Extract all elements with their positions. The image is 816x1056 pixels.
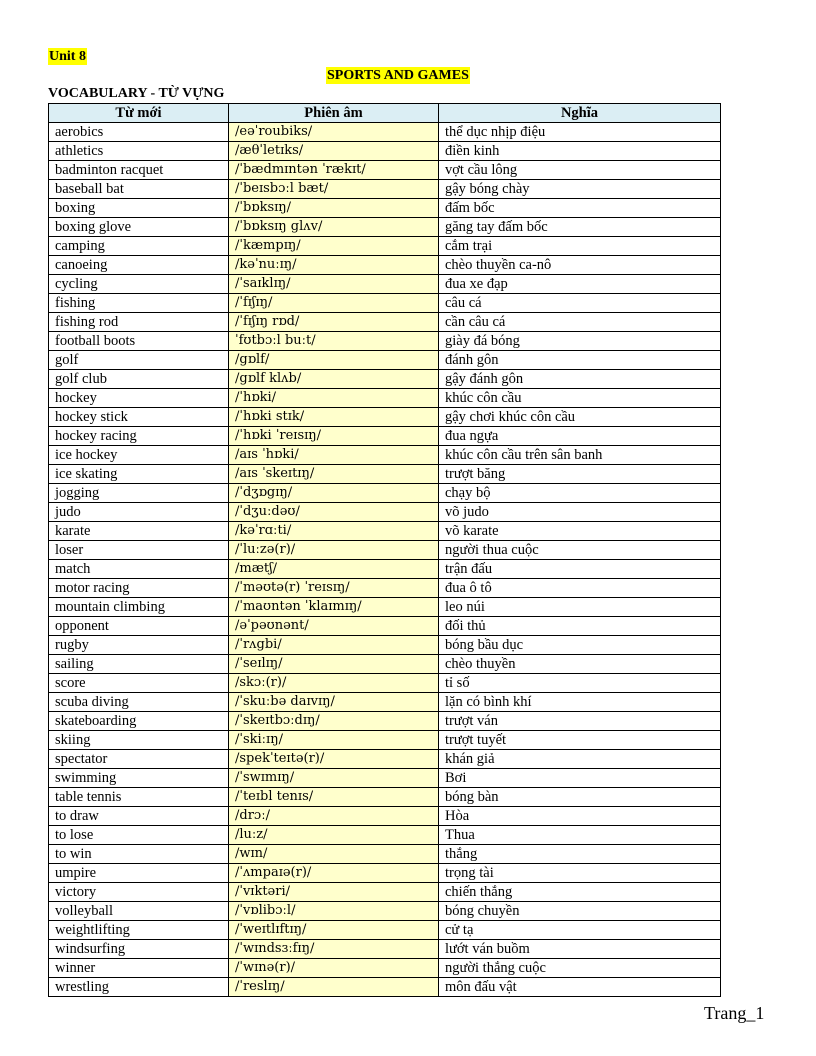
table-row [49, 465, 721, 484]
pronunciation-cell: /gɒlf/ [229, 351, 439, 370]
table-row [49, 313, 721, 332]
pronunciation-cell: /luːz/ [229, 826, 439, 845]
pronunciation-cell: /ˈrʌgbi/ [229, 636, 439, 655]
meaning-cell: gậy bóng chày [439, 180, 721, 199]
word-cell: rugby [49, 636, 229, 655]
word-cell: jogging [49, 484, 229, 503]
table-row [49, 731, 721, 750]
table-row [49, 256, 721, 275]
table-row [49, 332, 721, 351]
meaning-cell: gậy chơi khúc côn cầu [439, 408, 721, 427]
pronunciation-cell: /kəˈnuːɪŋ/ [229, 256, 439, 275]
table-row [49, 294, 721, 313]
word-cell: windsurfing [49, 940, 229, 959]
table-row [49, 161, 721, 180]
meaning-cell: câu cá [439, 294, 721, 313]
meaning-cell: trận đấu [439, 560, 721, 579]
pronunciation-cell: /ˈhɒki ˈreɪsɪŋ/ [229, 427, 439, 446]
pronunciation-cell: /ˈməʊtə(r) ˈreɪsɪŋ/ [229, 579, 439, 598]
meaning-cell: leo núi [439, 598, 721, 617]
pronunciation-cell: /ˈseɪlɪŋ/ [229, 655, 439, 674]
table-row [49, 484, 721, 503]
word-cell: football boots [49, 332, 229, 351]
table-row [49, 275, 721, 294]
meaning-cell: cắm trại [439, 237, 721, 256]
pronunciation-cell: /æθˈletɪks/ [229, 142, 439, 161]
table-row [49, 693, 721, 712]
column-header-pronunciation: Phiên âm [229, 104, 439, 123]
vocabulary-table [48, 103, 721, 997]
meaning-cell: Bơi [439, 769, 721, 788]
section-heading: VOCABULARY - TỪ VỰNG [48, 86, 225, 101]
document-title: SPORTS AND GAMES [327, 68, 469, 83]
meaning-cell: trọng tài [439, 864, 721, 883]
pronunciation-cell: /ˈskeɪtbɔːdɪŋ/ [229, 712, 439, 731]
word-cell: baseball bat [49, 180, 229, 199]
word-cell: to lose [49, 826, 229, 845]
column-header-meaning: Nghĩa [439, 104, 721, 123]
table-row [49, 218, 721, 237]
table-row [49, 427, 721, 446]
meaning-cell: lướt ván buồm [439, 940, 721, 959]
table-row [49, 807, 721, 826]
pronunciation-cell: /ˈhɒki/ [229, 389, 439, 408]
pronunciation-cell: /ˈskiːɪŋ/ [229, 731, 439, 750]
table-row [49, 617, 721, 636]
word-cell: swimming [49, 769, 229, 788]
meaning-cell: chiến thắng [439, 883, 721, 902]
pronunciation-cell: /ˈdʒɒgɪŋ/ [229, 484, 439, 503]
table-header-row [49, 104, 721, 123]
meaning-cell: võ karate [439, 522, 721, 541]
meaning-cell: tỉ số [439, 674, 721, 693]
meaning-cell: bóng bàn [439, 788, 721, 807]
word-cell: loser [49, 541, 229, 560]
table-row [49, 921, 721, 940]
word-cell: sailing [49, 655, 229, 674]
meaning-cell: cần câu cá [439, 313, 721, 332]
pronunciation-cell: /ˈvɒlibɔːl/ [229, 902, 439, 921]
word-cell: skateboarding [49, 712, 229, 731]
pronunciation-cell: /ˈweɪtlɪftɪŋ/ [229, 921, 439, 940]
word-cell: fishing rod [49, 313, 229, 332]
meaning-cell: thắng [439, 845, 721, 864]
word-cell: wrestling [49, 978, 229, 997]
pronunciation-cell: /ˈbædmɪntən ˈrækɪt/ [229, 161, 439, 180]
table-row [49, 845, 721, 864]
meaning-cell: gậy đánh gôn [439, 370, 721, 389]
word-cell: athletics [49, 142, 229, 161]
meaning-cell: bóng bầu dục [439, 636, 721, 655]
table-row [49, 655, 721, 674]
table-row [49, 199, 721, 218]
pronunciation-cell: /spekˈteɪtə(r)/ [229, 750, 439, 769]
meaning-cell: đua xe đạp [439, 275, 721, 294]
word-cell: hockey racing [49, 427, 229, 446]
meaning-cell: khán giả [439, 750, 721, 769]
pronunciation-cell: /ˈswɪmɪŋ/ [229, 769, 439, 788]
table-row [49, 370, 721, 389]
table-row [49, 541, 721, 560]
pronunciation-cell: /mætʃ/ [229, 560, 439, 579]
word-cell: karate [49, 522, 229, 541]
pronunciation-cell: /drɔː/ [229, 807, 439, 826]
meaning-cell: chèo thuyền [439, 655, 721, 674]
meaning-cell: Thua [439, 826, 721, 845]
pronunciation-cell: /ˈreslɪŋ/ [229, 978, 439, 997]
table-row [49, 864, 721, 883]
table-row [49, 180, 721, 199]
word-cell: hockey stick [49, 408, 229, 427]
word-cell: to win [49, 845, 229, 864]
word-cell: cycling [49, 275, 229, 294]
word-cell: ice skating [49, 465, 229, 484]
pronunciation-cell: ˈfʊtbɔːl buːt/ [229, 332, 439, 351]
table-row [49, 636, 721, 655]
word-cell: badminton racquet [49, 161, 229, 180]
word-cell: table tennis [49, 788, 229, 807]
table-row [49, 560, 721, 579]
word-cell: victory [49, 883, 229, 902]
pronunciation-cell: /skɔː(r)/ [229, 674, 439, 693]
pronunciation-cell: /ˈluːzə(r)/ [229, 541, 439, 560]
meaning-cell: bóng chuyền [439, 902, 721, 921]
meaning-cell: khúc côn cầu trên sân banh [439, 446, 721, 465]
table-row [49, 142, 721, 161]
table-row [49, 237, 721, 256]
word-cell: ice hockey [49, 446, 229, 465]
word-cell: boxing [49, 199, 229, 218]
word-cell: spectator [49, 750, 229, 769]
word-cell: fishing [49, 294, 229, 313]
meaning-cell: người thua cuộc [439, 541, 721, 560]
meaning-cell: thể dục nhịp điệu [439, 123, 721, 142]
word-cell: canoeing [49, 256, 229, 275]
table-row [49, 712, 721, 731]
pronunciation-cell: /əˈpəʊnənt/ [229, 617, 439, 636]
pronunciation-cell: /wɪn/ [229, 845, 439, 864]
meaning-cell: Hòa [439, 807, 721, 826]
word-cell: skiing [49, 731, 229, 750]
meaning-cell: võ judo [439, 503, 721, 522]
pronunciation-cell: /ˈbɒksɪŋ glʌv/ [229, 218, 439, 237]
meaning-cell: chèo thuyền ca-nô [439, 256, 721, 275]
pronunciation-cell: /ˈdʒuːdəʊ/ [229, 503, 439, 522]
table-row [49, 408, 721, 427]
table-row [49, 598, 721, 617]
meaning-cell: đua ngựa [439, 427, 721, 446]
table-row [49, 959, 721, 978]
pronunciation-cell: /ˈfɪʃɪŋ/ [229, 294, 439, 313]
pronunciation-cell: /kəˈrɑːti/ [229, 522, 439, 541]
pronunciation-cell: /ˈvɪktəri/ [229, 883, 439, 902]
table-row [49, 750, 721, 769]
pronunciation-cell: /ˈʌmpaɪə(r)/ [229, 864, 439, 883]
meaning-cell: đối thủ [439, 617, 721, 636]
meaning-cell: trượt băng [439, 465, 721, 484]
table-row [49, 389, 721, 408]
word-cell: volleyball [49, 902, 229, 921]
table-row [49, 579, 721, 598]
pronunciation-cell: /ˈkæmpɪŋ/ [229, 237, 439, 256]
table-row [49, 769, 721, 788]
table-row [49, 826, 721, 845]
pronunciation-cell: /eəˈroubiks/ [229, 123, 439, 142]
word-cell: hockey [49, 389, 229, 408]
word-cell: boxing glove [49, 218, 229, 237]
table-row [49, 940, 721, 959]
meaning-cell: đua ô tô [439, 579, 721, 598]
meaning-cell: giày đá bóng [439, 332, 721, 351]
word-cell: weightlifting [49, 921, 229, 940]
word-cell: motor racing [49, 579, 229, 598]
word-cell: scuba diving [49, 693, 229, 712]
meaning-cell: trượt tuyết [439, 731, 721, 750]
word-cell: golf [49, 351, 229, 370]
pronunciation-cell: /ˈbɒksɪŋ/ [229, 199, 439, 218]
table-row [49, 788, 721, 807]
word-cell: to draw [49, 807, 229, 826]
word-cell: aerobics [49, 123, 229, 142]
meaning-cell: đấm bốc [439, 199, 721, 218]
table-row [49, 503, 721, 522]
table-row [49, 522, 721, 541]
pronunciation-cell: /ˈwɪndsɜːfɪŋ/ [229, 940, 439, 959]
table-row [49, 902, 721, 921]
table-row [49, 446, 721, 465]
pronunciation-cell: /ˈteɪbl tenɪs/ [229, 788, 439, 807]
meaning-cell: khúc côn cầu [439, 389, 721, 408]
word-cell: opponent [49, 617, 229, 636]
meaning-cell: găng tay đấm bốc [439, 218, 721, 237]
table-row [49, 674, 721, 693]
pronunciation-cell: /ˈskuːbə daɪvɪŋ/ [229, 693, 439, 712]
column-header-word: Từ mới [49, 104, 229, 123]
word-cell: score [49, 674, 229, 693]
table-row [49, 351, 721, 370]
word-cell: umpire [49, 864, 229, 883]
meaning-cell: người thắng cuộc [439, 959, 721, 978]
unit-label: Unit 8 [49, 49, 86, 64]
pronunciation-cell: /ˈfɪʃɪŋ rɒd/ [229, 313, 439, 332]
pronunciation-cell: /aɪs ˈskeɪtɪŋ/ [229, 465, 439, 484]
word-cell: winner [49, 959, 229, 978]
pronunciation-cell: /ˈwɪnə(r)/ [229, 959, 439, 978]
meaning-cell: đánh gôn [439, 351, 721, 370]
word-cell: match [49, 560, 229, 579]
table-row [49, 123, 721, 142]
meaning-cell: trượt ván [439, 712, 721, 731]
page-number: Trang_1 [704, 1003, 765, 1023]
pronunciation-cell: /ˈmaʊntən ˈklaɪmɪŋ/ [229, 598, 439, 617]
word-cell: camping [49, 237, 229, 256]
meaning-cell: lặn có bình khí [439, 693, 721, 712]
pronunciation-cell: /ˈhɒki stɪk/ [229, 408, 439, 427]
word-cell: golf club [49, 370, 229, 389]
meaning-cell: cử tạ [439, 921, 721, 940]
meaning-cell: vợt cầu lông [439, 161, 721, 180]
meaning-cell: điền kinh [439, 142, 721, 161]
pronunciation-cell: /gɒlf klʌb/ [229, 370, 439, 389]
word-cell: mountain climbing [49, 598, 229, 617]
pronunciation-cell: /ˈsaɪklɪŋ/ [229, 275, 439, 294]
word-cell: judo [49, 503, 229, 522]
pronunciation-cell: /ˈbeɪsbɔːl bæt/ [229, 180, 439, 199]
meaning-cell: môn đấu vật [439, 978, 721, 997]
table-row [49, 883, 721, 902]
meaning-cell: chạy bộ [439, 484, 721, 503]
pronunciation-cell: /aɪs ˈhɒki/ [229, 446, 439, 465]
table-row [49, 978, 721, 997]
